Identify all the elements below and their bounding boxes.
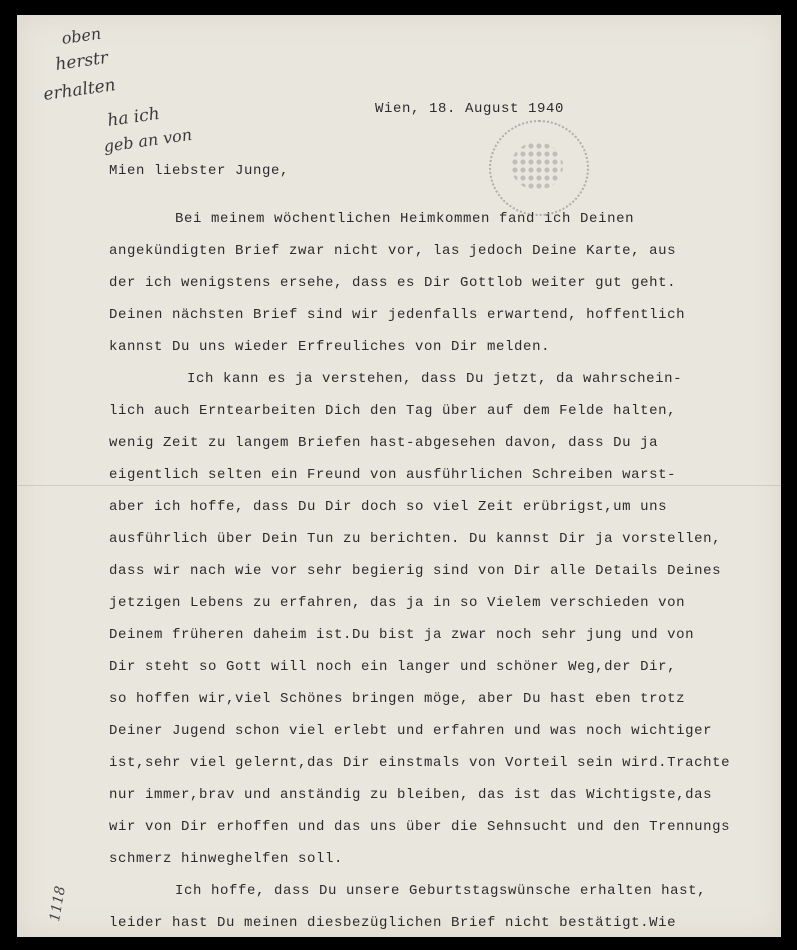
handwritten-note-line: geb an von <box>102 124 194 156</box>
letter-line: nur immer,brav und anständig zu bleiben, das ist das Wichtigste,das <box>109 787 713 803</box>
letter-line: eigentlich selten ein Freund von ausführlichen Schreiben warst- <box>109 467 677 483</box>
archive-number: 1118 <box>47 884 69 923</box>
letter-line: ist,sehr viel gelernt,das Dir einstmals von Vorteil sein wird.Trachte <box>109 755 731 771</box>
letter-date: Wien, 18. August 1940 <box>375 101 565 117</box>
handwritten-note-line: herstr <box>54 47 110 75</box>
handwritten-note-line: erhalten <box>42 75 117 105</box>
postmark-stamp <box>489 120 589 216</box>
letter-line: Bei meinem wöchentlichen Heimkommen fand ich Deinen <box>175 211 635 227</box>
letter-line: Deinen nächsten Brief sind wir jedenfalls erwartend, hoffentlich <box>109 307 686 323</box>
letter-line: Dir steht so Gott will noch ein langer und schöner Weg,der Dir, <box>109 659 677 675</box>
handwritten-note-line: ha ich <box>106 103 161 131</box>
letter-page <box>17 15 781 937</box>
fold-line <box>17 485 781 486</box>
handwritten-note-line: oben <box>60 23 103 48</box>
letter-line: kannst Du uns wieder Erfreuliches von Dir melden. <box>109 339 551 355</box>
letter-line: Ich hoffe, dass Du unsere Geburtstagswünsche erhalten hast, <box>175 883 707 899</box>
letter-line: wir von Dir erhoffen und das uns über die Sehnsucht und den Trennungs <box>109 819 731 835</box>
letter-line: schmerz hinweghelfen soll. <box>109 851 344 867</box>
letter-line: wenig Zeit zu langem Briefen hast-abgesehen davon, dass Du ja <box>109 435 659 451</box>
letter-line: Deiner Jugend schon viel erlebt und erfahren und was noch wichtiger <box>109 723 713 739</box>
letter-line: lich auch Erntearbeiten Dich den Tag über auf dem Felde halten, <box>109 403 677 419</box>
letter-line: Deinem früheren daheim ist.Du bist ja zwar noch sehr jung und von <box>109 627 695 643</box>
letter-line: Ich kann es ja verstehen, dass Du jetzt, da wahrschein- <box>187 371 683 387</box>
letter-line: so hoffen wir,viel Schönes bringen möge, aber Du hast eben trotz <box>109 691 686 707</box>
letter-line: angekündigten Brief zwar nicht vor, las jedoch Deine Karte, aus <box>109 243 677 259</box>
letter-greeting: Mien liebster Junge, <box>109 163 290 179</box>
letter-line: dass wir nach wie vor sehr begierig sind von Dir alle Details Deines <box>109 563 722 579</box>
letter-line: der ich wenigstens ersehe, dass es Dir Gottlob weiter gut geht. <box>109 275 677 291</box>
letter-line: leider hast Du meinen diesbezüglichen Brief nicht bestätigt.Wie <box>109 915 677 931</box>
letter-line: aber ich hoffe, dass Du Dir doch so viel Zeit erübrigst,um uns <box>109 499 668 515</box>
postmark-center <box>511 142 563 190</box>
letter-line: ausführlich über Dein Tun zu berichten. Du kannst Dir ja vorstellen, <box>109 531 722 547</box>
letter-line: jetzigen Lebens zu erfahren, das ja in so Vielem verschieden von <box>109 595 686 611</box>
